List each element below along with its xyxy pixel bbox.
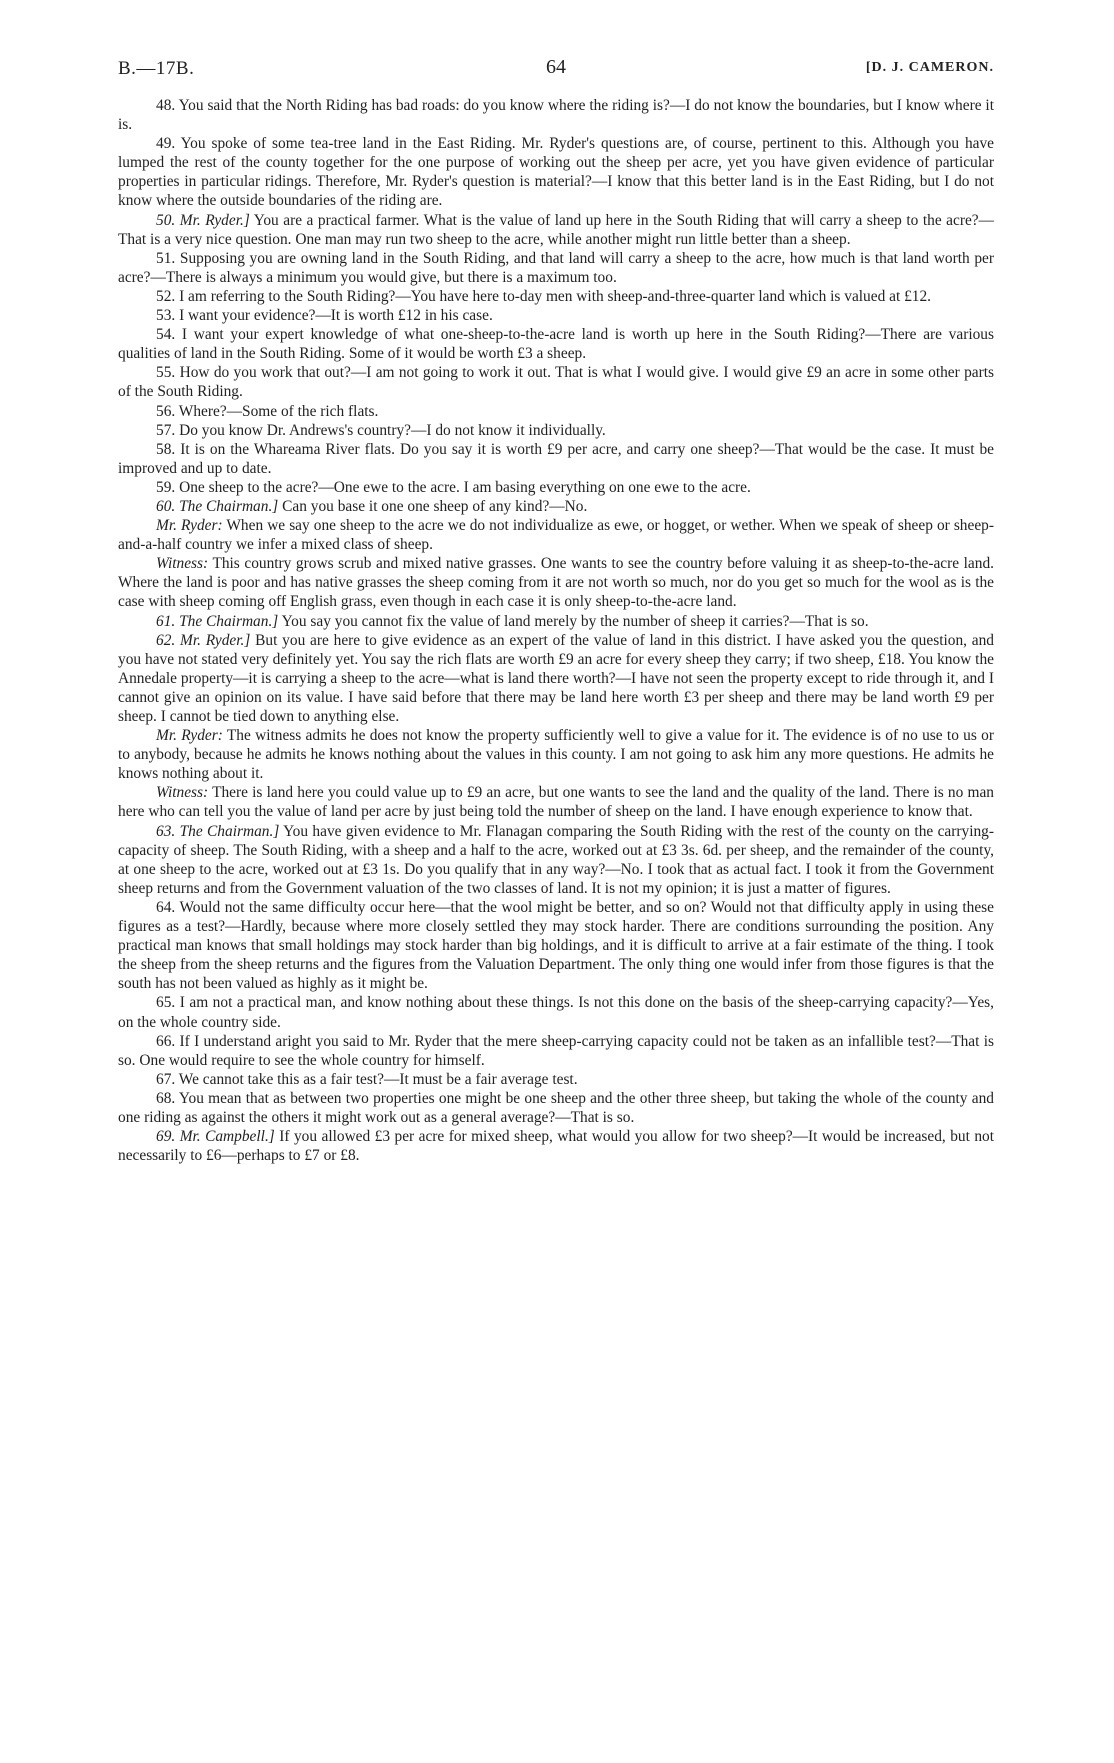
- paragraph: 65. I am not a practical man, and know nothing about these things. Is not this done on the basis of the sheep-carrying capacity?—Yes, on the whole country side.: [118, 994, 994, 1031]
- paragraph: 56. Where?—Some of the rich flats.: [156, 402, 379, 420]
- paragraph: Witness: This country grows scrub and mixed native grasses. One wants to see the country before valuing it as sheep-to-the-acre land. Where the land is poor and has native grasses the sheep coming from it are not worth so much, nor do you get so much for the wool as is the case with sheep coming off English grass, even though in each case it is only sheep-to-the-acre land.: [118, 555, 994, 611]
- evidence-text: [118, 96, 994, 1165]
- paragraph: 52. I am referring to the South Riding?—You have here to-day men with sheep-and-three-quarter land which is valued at £12.: [156, 287, 932, 305]
- paragraph: 49. You spoke of some tea-tree land in the East Riding. Mr. Ryder's questions are, of course, pertinent to this. Although you have lumped the rest of the county together for the one purpose of working out the sheep per acre, yet you have given evidence of particular properties in particular ridings. Therefore, Mr. Ryder's question is material?—I know that this better land is in the East Riding, but I do not know where the outside boundaries of the riding are.: [118, 135, 994, 210]
- paragraph: 69. Mr. Campbell.] If you allowed £3 per acre for mixed sheep, what would you allow for two sheep?—It would be increased, but not necessarily to £6—perhaps to £7 or £8.: [118, 1128, 995, 1165]
- document-reference: B.—17B.: [118, 58, 195, 79]
- paragraph: Mr. Ryder: The witness admits he does not know the property sufficiently well to give a value for it. The evidence is of no use to us or to anybody, because he admits he knows nothing about the values in this county. I am not going to ask him any more questions. He admits he knows nothing about it.: [118, 727, 994, 783]
- paragraph: 59. One sheep to the acre?—One ewe to the acre. I am basing everything on one ewe to the acre.: [156, 478, 751, 496]
- paragraph: 63. The Chairman.] You have given evidence to Mr. Flanagan comparing the South Riding with the rest of the county on the carrying-capacity of sheep. The South Riding, with a sheep and a half to the acre, worked out at £3 3s. 6d. per sheep, and the remainder of the county, at one sheep to the acre, worked out at £3 1s. Do you qualify that in any way?—No. I took that as actual fact. I took it from the Government sheep returns and from the Government valuation of the two classes of land. It is not my opinion; it is just a matter of figures.: [118, 822, 994, 897]
- paragraph: Mr. Ryder: When we say one sheep to the acre we do not individualize as ewe, or hogget, or wether. When we speak of sheep or sheep-and-a-half country we infer a mixed class of sheep.: [118, 517, 994, 554]
- page-header: [118, 52, 994, 92]
- paragraph: 51. Supposing you are owning land in the South Riding, and that land will carry a sheep to the acre, how much is that land worth per acre?—There is always a minimum you would give, but there is a maximum too.: [118, 249, 994, 286]
- paragraph: Witness: There is land here you could value up to £9 an acre, but one wants to see the land and the quality of the land. There is no man here who can tell you the value of land per acre by just being told the number of sheep on the land. I have enough experience to know that.: [118, 784, 994, 821]
- paragraph: 66. If I understand aright you said to Mr. Ryder that the mere sheep-carrying capacity could not be taken as an infallible test?—That is so. One would require to see the whole country for himself.: [118, 1032, 994, 1069]
- paragraph: 57. Do you know Dr. Andrews's country?—I do not know it individually.: [156, 421, 606, 439]
- paragraph: 60. The Chairman.] Can you base it one one sheep of any kind?—No.: [156, 497, 588, 515]
- paragraph: 64. Would not the same difficulty occur here—that the wool might be better, and so on? Would not that difficulty apply in using these figures as a test?—Hardly, because where more closely settled they may stock harder. There are conditions surrounding the position. Any practical man knows that small holdings may stock harder than big holdings, and it is difficult to arrive at a fair estimate of the thing. I took the sheep from the sheep returns and the figures from the Valuation Department. The only thing one would infer from those figures is that the south has not been valued as highly as it might be.: [118, 898, 994, 993]
- paragraph: 55. How do you work that out?—I am not going to work it out. That is what I would give. I would give £9 an acre in some other parts of the South Riding.: [118, 364, 994, 401]
- paragraph: 53. I want your evidence?—It is worth £12 in his case.: [156, 307, 493, 325]
- page-number: 64: [546, 56, 566, 78]
- paragraph: 61. The Chairman.] You say you cannot fix the value of land merely by the number of sheep it carries?—That is so.: [156, 612, 869, 630]
- paragraph: 50. Mr. Ryder.] You are a practical farmer. What is the value of land up here in the South Riding that will carry a sheep to the acre?—That is a very nice question. One man may run two sheep to the acre, while another might run little better than a sheep.: [118, 211, 995, 248]
- paragraph: 58. It is on the Whareama River flats. Do you say it is worth £9 per acre, and carry one sheep?—That would be the case. It must be improved and up to date.: [118, 440, 994, 477]
- paragraph: 48. You said that the North Riding has bad roads: do you know where the riding is?—I do not know the boundaries, but I know where it is.: [118, 97, 994, 134]
- paragraph: 67. We cannot take this as a fair test?—It must be a fair average test.: [156, 1070, 578, 1088]
- paragraph: 54. I want your expert knowledge of what one-sheep-to-the-acre land is worth up here in the South Riding?—There are various qualities of land in the South Riding. Some of it would be worth £3 a sheep.: [118, 326, 994, 363]
- paragraph: 62. Mr. Ryder.] But you are here to give evidence as an expert of the value of land in this district. I have asked you the question, and you have not stated very definitely yet. You say the rich flats are worth £9 an acre for every sheep they carry; if two sheep, £18. You know the Annedale property—it is carrying a sheep to the acre—what is land there worth?—I have not seen the property except to ride through it, and I cannot give an opinion on its value. I have said before that there may be land here worth £3 per sheep and there may be land worth £9 per sheep. I cannot be tied down to anything else.: [118, 631, 994, 725]
- witness-name: [D. J. CAMERON.: [865, 60, 994, 75]
- paragraph: 68. You mean that as between two properties one might be one sheep and the other three sheep, but taking the whole of the county and one riding as against the others it might work out as a general average?—That is so.: [118, 1089, 994, 1126]
